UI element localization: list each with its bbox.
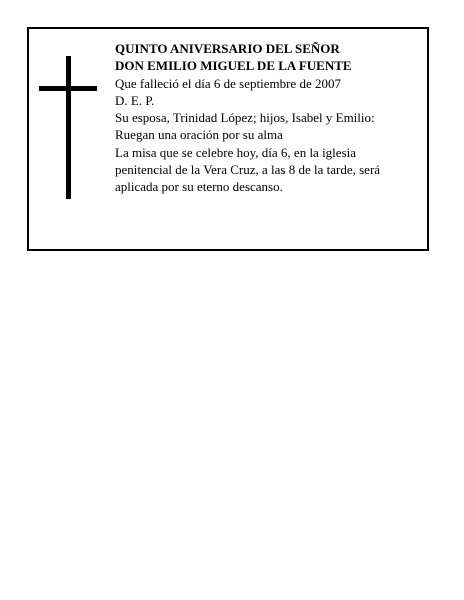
- death-date-line: Que falleció el día 6 de septiembre de 2007: [115, 75, 341, 91]
- mass-line-1: La misa que se celebre hoy, día 6, en la iglesia: [115, 144, 357, 160]
- cross-vertical-bar: [66, 56, 71, 199]
- mass-line-3: aplicada por su eterno descanso.: [115, 179, 283, 195]
- notice-heading-name: DON EMILIO MIGUEL DE LA FUENTE: [115, 58, 352, 74]
- notice-text: [115, 40, 419, 196]
- family-line: Su esposa, Trinidad López; hijos, Isabel y Emilio:: [115, 110, 375, 126]
- notice-heading-anniversary: QUINTO ANIVERSARIO DEL SEÑOR: [115, 41, 340, 56]
- prayer-request-line: Ruegan una oración por su alma: [115, 127, 283, 143]
- rip-line: D. E. P.: [115, 92, 155, 108]
- cross-horizontal-bar: [39, 86, 97, 91]
- cross-icon: [39, 56, 99, 201]
- obituary-notice: [27, 27, 429, 251]
- mass-line-2: penitencial de la Vera Cruz, a las 8 de la tarde, será: [115, 162, 381, 178]
